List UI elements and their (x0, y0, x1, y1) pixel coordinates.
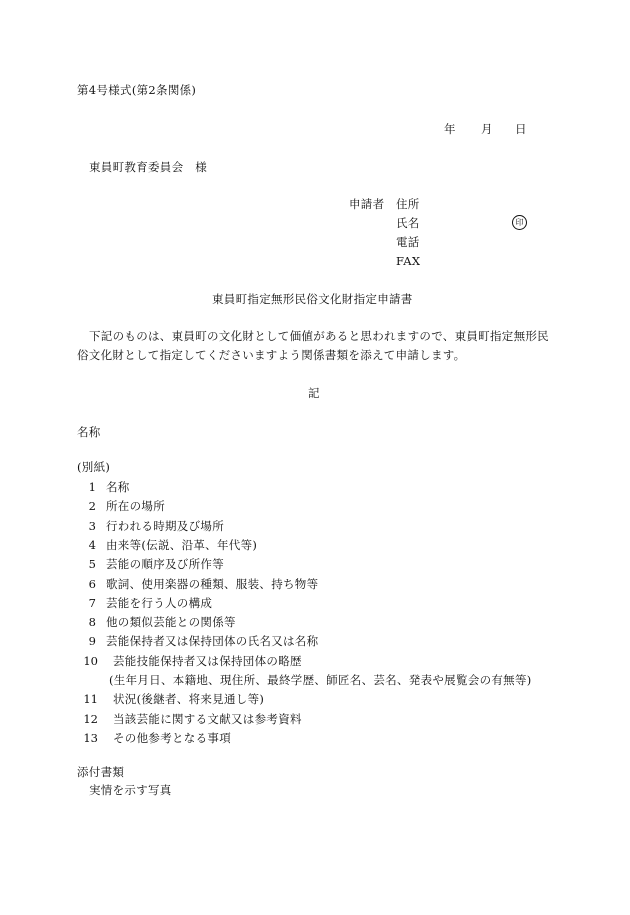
appendix-item-number: 4 (88, 538, 96, 552)
appendix-heading: (別紙) (77, 460, 111, 474)
appendix-item-text: 所在の場所 (106, 499, 165, 513)
ki-marker: 記 (308, 386, 320, 400)
appendix-item-number: 7 (88, 596, 96, 610)
appendix-item-text: 他の類似芸能との関係等 (106, 615, 236, 629)
appendix-item-text: 歌詞、使用楽器の種類、服装、持ち物等 (106, 577, 319, 591)
name-heading: 名称 (77, 425, 101, 439)
date-month-label: 月 (481, 122, 493, 136)
appendix-item-text: 行われる時期及び場所 (106, 519, 224, 533)
appendix-item-text: 芸能保持者又は保持団体の氏名又は名称 (106, 634, 319, 648)
appendix-item-text: 芸能を行う人の構成 (106, 596, 213, 610)
applicant-role-label: 申請者 (349, 197, 385, 211)
appendix-item-number: 11 (83, 692, 98, 706)
attachments-heading: 添付書類 (77, 765, 125, 779)
appendix-item-text: 当該芸能に関する文献又は参考資料 (113, 712, 302, 726)
document-title: 東員町指定無形民俗文化財指定申請書 (212, 292, 413, 306)
appendix-item-number: 8 (88, 615, 96, 629)
applicant-address-label: 住所 (396, 197, 420, 211)
body-line-1: 下記のものは、東員町の文化財として価値があると思われますので、東員町指定無形民 (89, 329, 549, 343)
appendix-item-text: その他参考となる事項 (113, 731, 231, 745)
body-line-2: 俗文化財として指定してくださいますよう関係書類を添えて申請します。 (77, 348, 466, 362)
appendix-item-text: 芸能の順序及び所作等 (106, 557, 224, 571)
date-year-label: 年 (444, 122, 456, 136)
appendix-item-text: 名称 (106, 480, 130, 494)
appendix-item-text: 由来等(伝説、沿革、年代等) (106, 538, 258, 552)
applicant-name-label: 氏名 (396, 216, 420, 230)
seal-mark: 印 (512, 215, 527, 230)
appendix-item-number: 13 (83, 731, 98, 745)
appendix-item-number: 1 (88, 480, 96, 494)
appendix-item-number: 6 (88, 577, 96, 591)
applicant-fax-label: FAX (396, 254, 421, 268)
appendix-item-number: 10 (83, 654, 98, 668)
appendix-item-number: 3 (88, 519, 96, 533)
appendix-item-text: 芸能技能保持者又は保持団体の略歴 (113, 654, 302, 668)
appendix-item-number: 9 (88, 634, 96, 648)
applicant-phone-label: 電話 (396, 235, 420, 249)
appendix-item-note: (生年月日、本籍地、現住所、最終学歴、師匠名、芸名、発表や展覧会の有無等) (109, 673, 532, 687)
form-number: 第4号様式(第2条関係) (77, 83, 197, 97)
appendix-item-text: 状況(後継者、将来見通し等) (113, 692, 265, 706)
appendix-item-number: 5 (88, 557, 96, 571)
addressee: 東員町教育委員会 様 (89, 160, 207, 174)
attachment-item: 実情を示す写真 (89, 783, 172, 797)
date-day-label: 日 (515, 122, 527, 136)
appendix-item-number: 2 (88, 499, 96, 513)
appendix-item-number: 12 (83, 712, 98, 726)
